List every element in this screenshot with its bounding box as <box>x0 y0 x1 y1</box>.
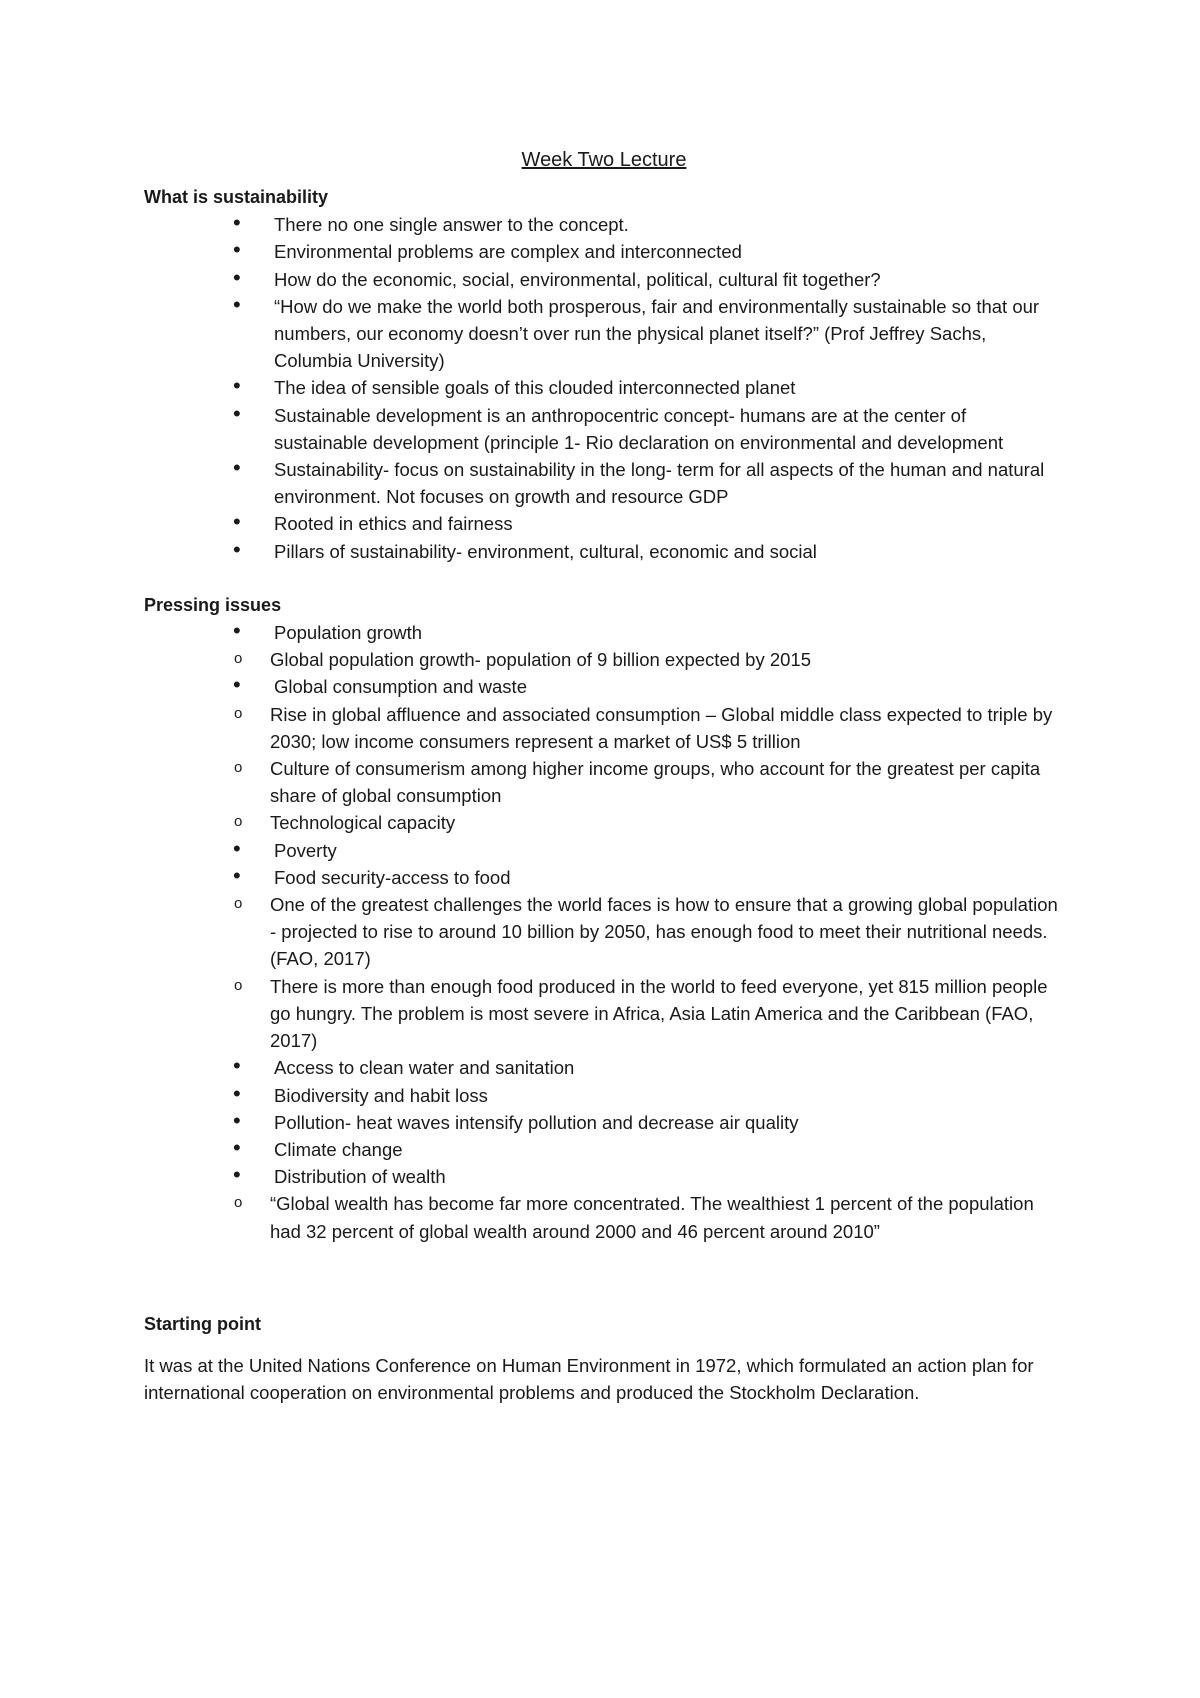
list-item: • Rooted in ethics and fairness <box>144 510 1064 537</box>
sub-list <box>144 891 1064 1054</box>
sub-list-item: o “Global wealth has become far more concentrated. The wealthiest 1 percent of the population had 32 percent of global wealth around 2000 and 46 percent around 2010” <box>144 1190 1064 1244</box>
sub-list-item: o One of the greatest challenges the world faces is how to ensure that a growing global population - projected to rise to around 10 billion by 2050, has enough food to meet their nutritional needs. (FAO, 2017) <box>144 891 1064 973</box>
list-item: • There no one single answer to the concept. <box>144 211 1064 238</box>
spacer <box>144 1338 1064 1352</box>
sub-list-item: o Culture of consumerism among higher income groups, who account for the greatest per capita share of global consumption <box>144 755 1064 809</box>
list-item <box>144 864 1064 1054</box>
list-item: • “How do we make the world both prosperous, fair and environmentally sustainable so that our numbers, our economy doesn’t over run the physical planet itself?” (Prof Jeffrey Sachs, Columbia University) <box>144 293 1064 375</box>
sub-list <box>144 1190 1064 1244</box>
page-title: Week Two Lecture <box>521 149 687 171</box>
sub-list <box>144 646 1064 673</box>
list-item: • Poverty <box>144 837 1064 864</box>
section-heading-pressing-issues: Pressing issues <box>144 594 282 615</box>
list-item-label: Global consumption and waste <box>274 676 527 698</box>
list-item <box>144 619 1064 673</box>
list-item: • The idea of sensible goals of this clouded interconnected planet <box>144 374 1064 401</box>
list-item: • Sustainable development is an anthropocentric concept- humans are at the center of sustainable development (principle 1- Rio declaration on environmental and development <box>144 402 1064 456</box>
spacer <box>144 1245 1064 1311</box>
spacer <box>144 565 1064 592</box>
document-body <box>144 146 1064 1406</box>
list-item: • Access to clean water and sanitation <box>144 1054 1064 1081</box>
list-item-label: Food security-access to food <box>274 866 511 888</box>
list-item: • Environmental problems are complex and interconnected <box>144 238 1064 265</box>
section-heading-starting-point: Starting point <box>144 1313 261 1334</box>
section-heading-sustainability: What is sustainability <box>144 187 329 207</box>
bullet-list-sustainability <box>144 211 1064 565</box>
sub-list-item: o There is more than enough food produced in the world to feed everyone, yet 815 million people go hungry. The problem is most severe in Africa, Asia Latin America and the Caribbean (FAO, 2017) <box>144 973 1064 1055</box>
list-item <box>144 673 1064 836</box>
sub-list-item: o Technological capacity <box>144 809 1064 836</box>
sub-list <box>144 701 1064 837</box>
list-item: • Pillars of sustainability- environment, cultural, economic and social <box>144 538 1064 565</box>
list-item: • Sustainability- focus on sustainability in the long- term for all aspects of the human and natural environment. Not focuses on growth and resource GDP <box>144 456 1064 510</box>
sub-list-item: o Global population growth- population of 9 billion expected by 2015 <box>144 646 1064 673</box>
list-item: • Pollution- heat waves intensify pollution and decrease air quality <box>144 1109 1064 1136</box>
list-item-label: Distribution of wealth <box>274 1166 446 1188</box>
list-item-label: Population growth <box>274 622 423 644</box>
bullet-list-pressing-issues <box>144 619 1064 1245</box>
sub-list-item: o Rise in global affluence and associated consumption – Global middle class expected to triple by 2030; low income consumers represent a market of US$ 5 trillion <box>144 701 1064 755</box>
list-item: • Biodiversity and habit loss <box>144 1082 1064 1109</box>
list-item <box>144 1163 1064 1245</box>
list-item: • Climate change <box>144 1136 1064 1163</box>
paragraph-starting-point: It was at the United Nations Conference on Human Environment in 1972, which formulated an action plan for international cooperation on environmental problems and produced the Stockholm Declaration. <box>144 1354 1034 1404</box>
list-item: • How do the economic, social, environmental, political, cultural fit together? <box>144 266 1064 293</box>
